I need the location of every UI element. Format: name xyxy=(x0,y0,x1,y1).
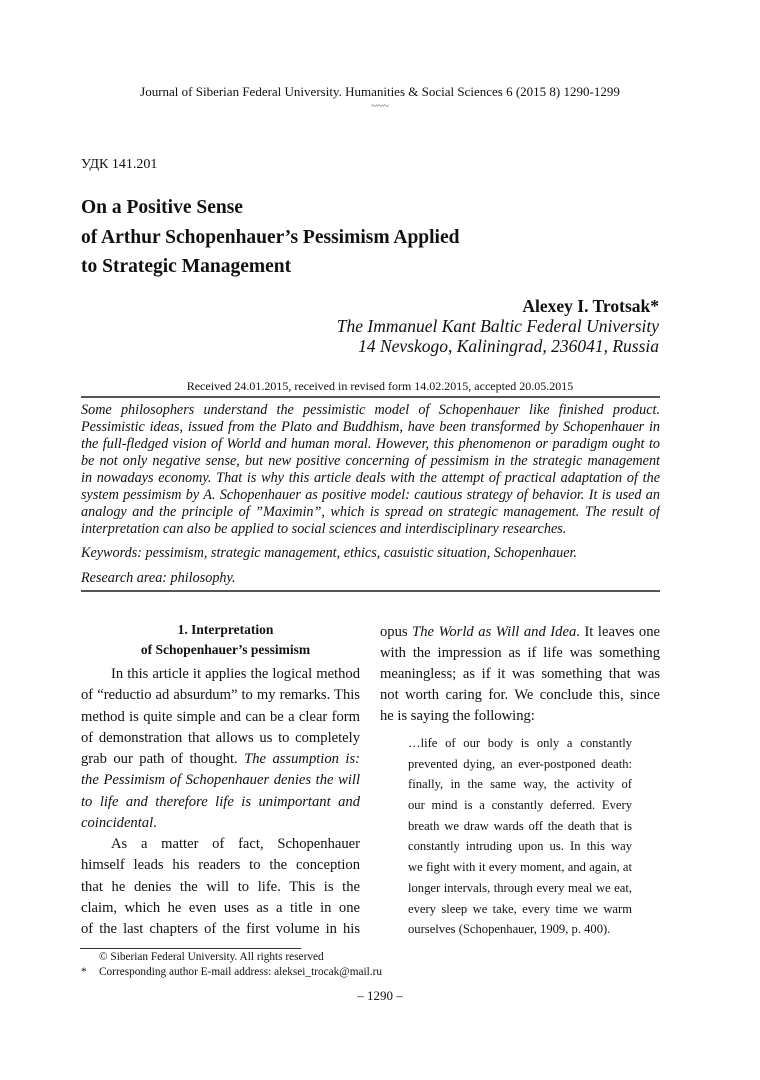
text-segment: interpretation can also be applied to social sciences and interdisciplinary researches. xyxy=(81,521,567,537)
text-segment: he is saying the following: xyxy=(380,708,535,724)
text-segment: to life and therefore life is unimportant and xyxy=(81,793,360,810)
text-segment: . It leaves one xyxy=(576,624,660,640)
received-dates: Received 24.01.2015, received in revised form 14.02.2015, accepted 20.05.2015 xyxy=(186,379,574,393)
footnote-corresponding-author: Corresponding author E-mail address: aleksei_trocak@mail.ru xyxy=(99,966,383,978)
text-segment: As a matter of fact, Schopenhauer xyxy=(111,836,360,852)
text-line xyxy=(81,664,360,685)
text-line xyxy=(81,521,660,538)
footnote-marker: * xyxy=(81,966,87,978)
text-segment: the full-fledged vision of World and human moral. However, this phenomenon or paradigm ought to xyxy=(81,436,660,452)
text-line xyxy=(380,706,660,727)
text-segment: the Pessimism of Schopenhauer denies the will xyxy=(81,772,360,789)
text-line xyxy=(81,685,360,706)
text-line xyxy=(81,487,660,504)
text-segment: in nowadays economy. That is why this article deals with the attempt of practical adaptation of the xyxy=(81,470,660,486)
text-segment: Pessimistic ideas, issued from the Plato and Buddhism, have been transformed by Schopenhauer in xyxy=(81,419,660,435)
text-segment: The World as Will and Idea xyxy=(412,624,577,640)
text-line xyxy=(81,402,660,419)
divider xyxy=(81,590,660,592)
text-line xyxy=(81,436,660,453)
text-segment: system pessimism by A. Schopenhauer as positive model: cautious strategy of behavior. It is used an xyxy=(81,487,660,503)
header-separator: ~~~ xyxy=(371,100,389,112)
text-segment: of “reductio ad absurdum” to my remarks. This xyxy=(81,687,360,704)
text-segment: of demonstration that allows us to completely xyxy=(81,729,360,746)
text-line xyxy=(81,707,360,728)
text-segment: himself leads his readers to the conception xyxy=(81,857,360,874)
text-segment: our mind is a constantly deferred. Every xyxy=(408,798,632,813)
text-line xyxy=(380,643,660,664)
text-line xyxy=(408,857,632,878)
text-segment: be not only negative sense, but new positive concerning of pessimism in the strategic management xyxy=(81,453,660,469)
text-segment: prevented dying, an ever-postponed death: xyxy=(408,756,632,771)
title-line: to Strategic Management xyxy=(81,256,292,277)
heading-line: of Schopenhauer’s pessimism xyxy=(140,641,311,657)
title-line: On a Positive Sense xyxy=(81,197,243,218)
text-segment: meaningless; as if it was something that was xyxy=(380,666,660,682)
heading-line: 1. Interpretation xyxy=(177,622,274,637)
text-line xyxy=(81,453,660,470)
text-line xyxy=(380,622,660,643)
text-line xyxy=(408,795,632,816)
text-segment: we fight with it every moment, and again, at xyxy=(408,860,632,875)
text-line xyxy=(81,813,360,834)
text-segment: constantly intruding upon us. In this way xyxy=(408,839,632,854)
title-line: of Arthur Schopenhauer’s Pessimism Applied xyxy=(81,226,460,248)
text-line xyxy=(408,754,632,775)
udk-code: УДК 141.201 xyxy=(81,157,158,172)
divider xyxy=(81,396,660,398)
footnote-divider xyxy=(80,948,301,949)
text-line xyxy=(408,774,632,795)
text-segment: breath we draw wards off the death that is xyxy=(408,818,632,833)
text-line xyxy=(81,728,360,749)
journal-header: Journal of Siberian Federal University. Humanities & Social Sciences 6 (2015 8) 1290-1299 xyxy=(140,84,620,99)
text-line xyxy=(81,792,360,813)
text-segment: method is quite simple and can be a clear form xyxy=(81,708,360,725)
text-segment: grab our path of thought. xyxy=(81,751,245,767)
text-line xyxy=(81,749,360,770)
right-column-text xyxy=(380,622,660,727)
text-segment: opus xyxy=(380,624,413,640)
keywords: Keywords: pessimism, strategic management, ethics, casuistic situation, Schopenhauer. xyxy=(81,545,577,561)
text-line xyxy=(408,919,632,940)
text-segment: . xyxy=(153,814,157,831)
text-line xyxy=(408,836,632,857)
text-segment: not worth caring for. We conclude this, since xyxy=(380,687,660,703)
text-segment: analogy and the principle of ”Maximin”, which is spread on strategic management. The result of xyxy=(81,504,660,520)
page-number: – 1290 – xyxy=(357,988,403,1003)
text-segment: …life of our body is only a constantly xyxy=(408,736,632,750)
text-line xyxy=(81,470,660,487)
text-line xyxy=(408,733,632,754)
block-quote xyxy=(408,733,632,940)
text-line xyxy=(81,919,360,940)
text-segment: with the impression as if life was something xyxy=(380,645,660,661)
author-block xyxy=(337,296,659,356)
text-line xyxy=(380,685,660,706)
footnote-copyright: © Siberian Federal University. All rights reserved xyxy=(99,951,324,963)
text-segment: The assumption is: xyxy=(244,751,360,767)
text-line xyxy=(81,898,360,919)
text-segment: finally, in the same way, the activity of xyxy=(408,777,632,792)
text-segment: claim, which he even uses as a title in one xyxy=(81,899,360,916)
text-segment: every sleep we take, every time we warm xyxy=(408,901,632,916)
text-line xyxy=(408,816,632,837)
left-column-text xyxy=(81,664,360,940)
article-title xyxy=(81,193,459,282)
text-line xyxy=(81,834,360,855)
text-line xyxy=(408,899,632,920)
author-affiliation: The Immanuel Kant Baltic Federal University xyxy=(336,316,659,336)
research-area: Research area: philosophy. xyxy=(81,570,236,586)
text-segment: longer intervals, through every meal we eat, xyxy=(408,880,632,895)
text-segment: ourselves (Schopenhauer, 1909, p. 400). xyxy=(408,922,611,937)
text-segment: Some philosophers understand the pessimistic model of Schopenhauer like finished product. xyxy=(81,402,660,418)
text-line xyxy=(81,855,360,876)
text-line xyxy=(81,877,360,898)
section-heading xyxy=(81,620,370,659)
text-segment: of the last chapters of the first volume in his xyxy=(81,921,360,937)
text-segment: coincidental xyxy=(81,814,154,831)
author-name: Alexey I. Trotsak* xyxy=(522,296,659,316)
text-line xyxy=(81,504,660,521)
text-line xyxy=(380,664,660,685)
text-segment: In this article it applies the logical method xyxy=(111,666,360,682)
text-line xyxy=(81,770,360,791)
text-line xyxy=(408,878,632,899)
text-segment: that he denies the will to life. This is the xyxy=(81,878,360,895)
author-address: 14 Nevskogo, Kaliningrad, 236041, Russia xyxy=(358,336,659,356)
abstract xyxy=(81,402,660,538)
text-line xyxy=(81,419,660,436)
